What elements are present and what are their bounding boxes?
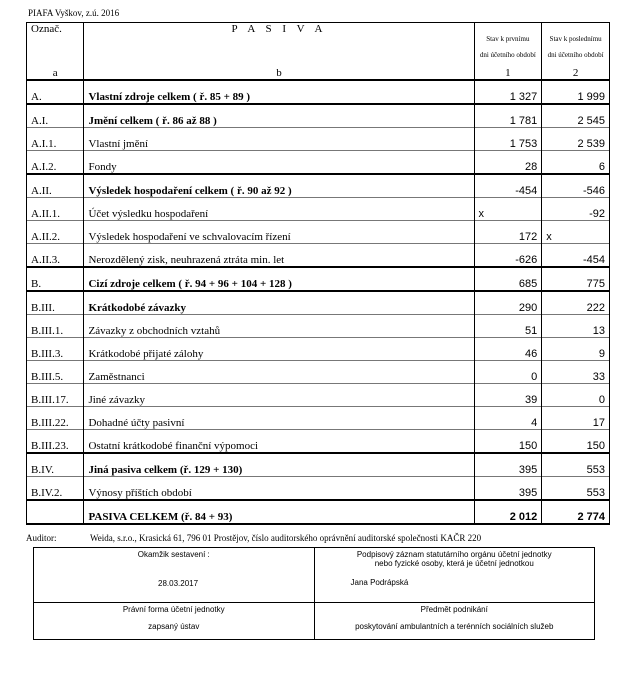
auditor-text: Weida, s.r.o., Krasická 61, 796 01 Prostějov, číslo auditorského oprávnění auditorské společnosti KAČR 220 bbox=[90, 533, 482, 543]
v2-header-line2: dni účetního období bbox=[547, 51, 604, 59]
row-code: B.IV. bbox=[27, 453, 84, 477]
signature-value: Jana Podrápská bbox=[350, 578, 409, 587]
row-name: Ostatní krátkodobé finanční výpomoci bbox=[84, 430, 474, 454]
total-name: PASIVA CELKEM (ř. 84 + 93) bbox=[84, 500, 474, 524]
row-value-last: 222 bbox=[542, 291, 610, 315]
row-value-first: 4 bbox=[474, 407, 542, 430]
row-value-last: 9 bbox=[542, 338, 610, 361]
row-code: B.III.23. bbox=[27, 430, 84, 454]
row-value-first: 1 753 bbox=[474, 128, 542, 151]
subject-value: poskytování ambulantních a terénních sociálních služeb bbox=[355, 622, 554, 631]
row-value-first: 395 bbox=[474, 453, 542, 477]
row-code: A.I.2. bbox=[27, 151, 84, 175]
row-value-last: 17 bbox=[542, 407, 610, 430]
row-name: Dohadné účty pasivní bbox=[84, 407, 474, 430]
table-row bbox=[27, 174, 610, 198]
subject-cell bbox=[314, 603, 595, 640]
signature-cell bbox=[314, 548, 595, 603]
row-value-first: -626 bbox=[474, 244, 542, 268]
table-row bbox=[27, 477, 610, 501]
v2-number: 2 bbox=[542, 61, 610, 80]
row-name: Krátkodobé přijaté zálohy bbox=[84, 338, 474, 361]
code-letter: a bbox=[27, 61, 84, 80]
table-row bbox=[27, 291, 610, 315]
row-name: Závazky z obchodních vztahů bbox=[84, 315, 474, 338]
row-name: Vlastní jmění bbox=[84, 128, 474, 151]
row-code: B.III.5. bbox=[27, 361, 84, 384]
v2-header-line1: Stav k poslednímu bbox=[549, 35, 602, 43]
table-row bbox=[27, 104, 610, 128]
liabilities-table bbox=[26, 22, 610, 525]
moment-label: Okamžik sestavení : bbox=[137, 550, 210, 559]
moment-value: 28.03.2017 bbox=[158, 579, 199, 588]
row-value-first: 39 bbox=[474, 384, 542, 407]
row-name: Výsledek hospodaření ve schvalovacím řízení bbox=[84, 221, 474, 244]
row-code: B.III.1. bbox=[27, 315, 84, 338]
row-code: A. bbox=[27, 80, 84, 104]
row-name: Jmění celkem ( ř. 86 až 88 ) bbox=[84, 104, 474, 128]
table-row bbox=[27, 267, 610, 291]
row-value-first: 150 bbox=[474, 430, 542, 454]
row-code: A.II.3. bbox=[27, 244, 84, 268]
table-row bbox=[27, 244, 610, 268]
table-row bbox=[27, 151, 610, 175]
row-code: B.III. bbox=[27, 291, 84, 315]
total-code bbox=[27, 500, 84, 524]
row-value-last: 0 bbox=[542, 384, 610, 407]
row-code: B.IV.2. bbox=[27, 477, 84, 501]
row-name: Cizí zdroje celkem ( ř. 94 + 96 + 104 + 128 ) bbox=[84, 267, 474, 291]
row-value-last: 150 bbox=[542, 430, 610, 454]
name-letter: b bbox=[84, 61, 474, 80]
legal-form-value: zapsaný ústav bbox=[148, 622, 200, 631]
table-row bbox=[27, 384, 610, 407]
row-name: Jiná pasiva celkem (ř. 129 + 130) bbox=[84, 453, 474, 477]
row-value-last: x bbox=[542, 221, 610, 244]
column-letter-row bbox=[27, 61, 610, 80]
row-value-last: -546 bbox=[542, 174, 610, 198]
total-row bbox=[27, 500, 610, 524]
row-value-first: 172 bbox=[474, 221, 542, 244]
v1-column-header bbox=[474, 23, 542, 62]
row-value-last: -454 bbox=[542, 244, 610, 268]
table-row bbox=[27, 315, 610, 338]
row-name: Jiné závazky bbox=[84, 384, 474, 407]
row-name: Fondy bbox=[84, 151, 474, 175]
row-name: Krátkodobé závazky bbox=[84, 291, 474, 315]
code-column-header: Označ. bbox=[27, 23, 84, 62]
legal-form-cell bbox=[34, 603, 315, 640]
subject-label: Předmět podnikání bbox=[420, 605, 488, 614]
row-code: A.II.2. bbox=[27, 221, 84, 244]
row-value-last: 1 999 bbox=[542, 80, 610, 104]
table-row bbox=[27, 198, 610, 221]
row-value-last: 13 bbox=[542, 315, 610, 338]
row-value-last: 2 539 bbox=[542, 128, 610, 151]
table-row bbox=[27, 361, 610, 384]
row-code: B.III.22. bbox=[27, 407, 84, 430]
auditor-label: Auditor: bbox=[26, 533, 57, 543]
row-code: B.III.17. bbox=[27, 384, 84, 407]
v1-header-line2: dni účetního období bbox=[479, 51, 536, 59]
row-code: A.I. bbox=[27, 104, 84, 128]
row-value-first: 1 327 bbox=[474, 80, 542, 104]
row-name: Zaměstnanci bbox=[84, 361, 474, 384]
row-code: A.II.1. bbox=[27, 198, 84, 221]
auditor-line bbox=[26, 533, 610, 543]
table-row bbox=[27, 338, 610, 361]
table-row bbox=[27, 80, 610, 104]
row-value-first: 685 bbox=[474, 267, 542, 291]
table-row bbox=[27, 430, 610, 454]
column-header-row bbox=[27, 23, 610, 62]
row-code: B. bbox=[27, 267, 84, 291]
row-value-first: 51 bbox=[474, 315, 542, 338]
row-code: B.III.3. bbox=[27, 338, 84, 361]
row-name: Vlastní zdroje celkem ( ř. 85 + 89 ) bbox=[84, 80, 474, 104]
row-value-first: 28 bbox=[474, 151, 542, 175]
liabilities-title: P A S I V A bbox=[84, 23, 474, 62]
v1-header-line1: Stav k prvnímu bbox=[486, 35, 530, 43]
signature-label-1: Podpisový záznam statutárního orgánu účetní jednotky bbox=[356, 550, 552, 559]
row-value-first: 1 781 bbox=[474, 104, 542, 128]
organization-header: PIAFA Vyškov, z.ú. 2016 bbox=[28, 8, 120, 18]
row-value-last: 2 545 bbox=[542, 104, 610, 128]
row-value-last: -92 bbox=[542, 198, 610, 221]
row-code: A.I.1. bbox=[27, 128, 84, 151]
row-name: Výnosy příštích období bbox=[84, 477, 474, 501]
row-value-last: 553 bbox=[542, 477, 610, 501]
signature-label-2: nebo fyzické osoby, která je účetní jednotkou bbox=[374, 559, 534, 568]
row-name: Nerozdělený zisk, neuhrazená ztráta min. let bbox=[84, 244, 474, 268]
row-value-last: 553 bbox=[542, 453, 610, 477]
row-value-last: 775 bbox=[542, 267, 610, 291]
legal-form-label: Právní forma účetní jednotky bbox=[122, 605, 225, 614]
moment-cell bbox=[34, 548, 315, 603]
total-value-last: 2 774 bbox=[542, 500, 610, 524]
row-value-first: -454 bbox=[474, 174, 542, 198]
table-row bbox=[27, 453, 610, 477]
table-row bbox=[27, 128, 610, 151]
row-code: A.II. bbox=[27, 174, 84, 198]
row-value-first: x bbox=[474, 198, 542, 221]
row-value-first: 290 bbox=[474, 291, 542, 315]
table-row bbox=[27, 407, 610, 430]
row-name: Výsledek hospodaření celkem ( ř. 90 až 92 ) bbox=[84, 174, 474, 198]
row-value-first: 46 bbox=[474, 338, 542, 361]
row-value-last: 6 bbox=[542, 151, 610, 175]
table-row bbox=[27, 221, 610, 244]
row-value-last: 33 bbox=[542, 361, 610, 384]
signature-footer bbox=[33, 547, 595, 640]
total-value-first: 2 012 bbox=[474, 500, 542, 524]
v1-number: 1 bbox=[474, 61, 542, 80]
v2-column-header bbox=[542, 23, 610, 62]
row-value-first: 0 bbox=[474, 361, 542, 384]
row-name: Účet výsledku hospodaření bbox=[84, 198, 474, 221]
row-value-first: 395 bbox=[474, 477, 542, 501]
